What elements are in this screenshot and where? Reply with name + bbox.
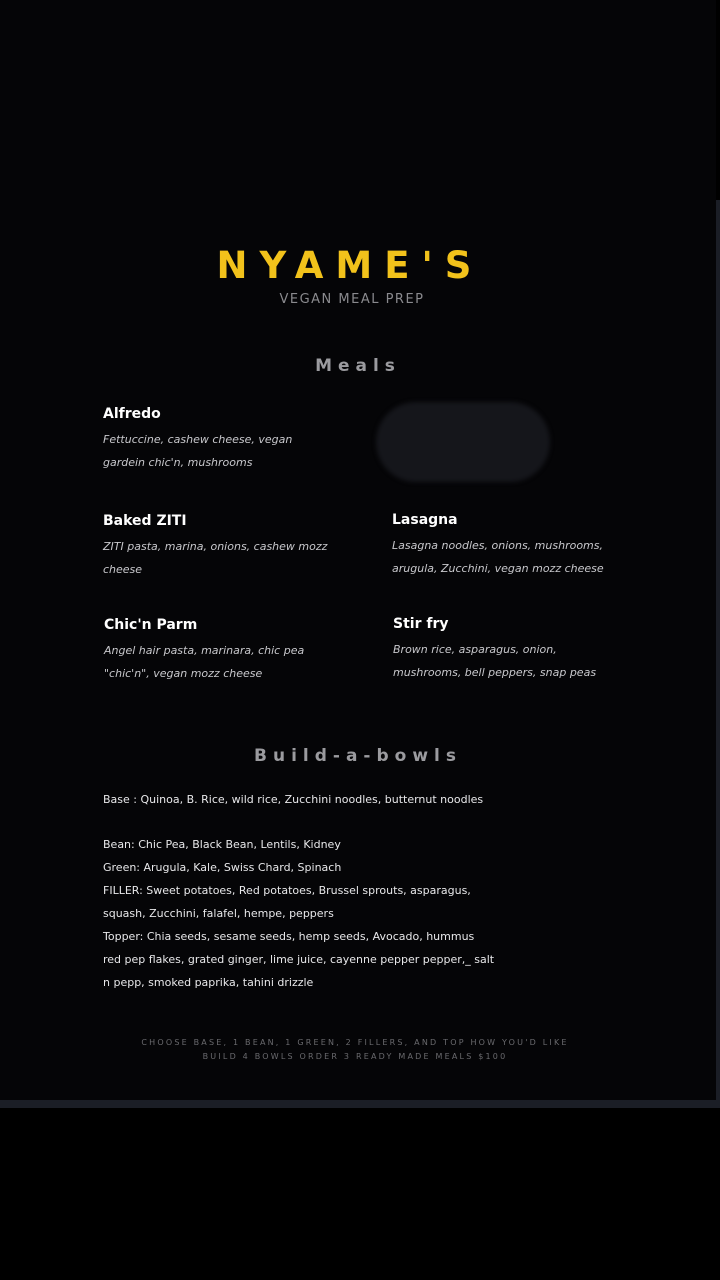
meal-description-line: gardein chic'n, mushrooms	[103, 456, 253, 469]
meal-item-stir-fry	[393, 616, 643, 684]
meal-name: Baked ZITI	[103, 513, 187, 529]
footer-pricing: BUILD 4 BOWLS ORDER 3 READY MADE MEALS $100	[202, 1052, 508, 1061]
brand-subtitle: VEGAN MEAL PREP	[279, 292, 425, 307]
brand-title: NYAME'S	[216, 244, 484, 287]
meal-item-baked-ziti	[103, 513, 353, 581]
bowl-bean-line: Bean: Chic Pea, Black Bean, Lentils, Kidney	[103, 838, 341, 851]
bowl-filler-line-cont: squash, Zucchini, falafel, hempe, peppers	[103, 907, 334, 920]
meal-description	[392, 534, 642, 580]
meal-name: Lasagna	[392, 512, 458, 528]
meal-description-line: Angel hair pasta, marinara, chic pea	[104, 644, 305, 657]
meal-description-line: cheese	[103, 563, 143, 576]
redacted-area	[376, 402, 550, 482]
meal-name: Chic'n Parm	[104, 617, 198, 633]
bowl-topper-line-cont: red pep flakes, grated ginger, lime juice, cayenne pepper pepper,_ salt	[103, 953, 495, 966]
meal-description-line: Brown rice, asparagus, onion,	[393, 643, 557, 656]
meal-description	[103, 535, 353, 581]
meal-description-line: ZITI pasta, marina, onions, cashew mozz	[103, 540, 328, 553]
meals-section-title: Meals	[315, 356, 401, 376]
bowl-topper-line-cont: n pepp, smoked paprika, tahini drizzle	[103, 976, 314, 989]
meal-description-line: Lasagna noodles, onions, mushrooms,	[392, 539, 603, 552]
meal-item-alfredo	[103, 406, 353, 474]
bowl-green-line: Green: Arugula, Kale, Swiss Chard, Spinach	[103, 861, 342, 874]
meal-description-line: mushrooms, bell peppers, snap peas	[393, 666, 597, 679]
meal-description-line: Fettuccine, cashew cheese, vegan	[103, 433, 293, 446]
meal-description	[104, 639, 354, 685]
meal-description-line: "chic'n", vegan mozz cheese	[104, 667, 263, 680]
bowl-base-line: Base : Quinoa, B. Rice, wild rice, Zucchini noodles, butternut noodles	[103, 793, 484, 806]
meal-item-chicn-parm	[104, 617, 354, 685]
meal-name: Stir fry	[393, 616, 449, 632]
bowl-topper-line: Topper: Chia seeds, sesame seeds, hemp seeds, Avocado, hummus	[103, 930, 475, 943]
bowls-section-title: Build-a-bowls	[254, 746, 462, 766]
bowl-filler-line: FILLER: Sweet potatoes, Red potatoes, Brussel sprouts, asparagus,	[103, 884, 471, 897]
meal-description-line: arugula, Zucchini, vegan mozz cheese	[392, 562, 604, 575]
meal-description	[103, 428, 353, 474]
footer-instructions: CHOOSE BASE, 1 BEAN, 1 GREEN, 2 FILLERS, AND TOP HOW YOU'D LIKE	[141, 1038, 569, 1047]
card-edge	[716, 200, 720, 1100]
meal-name: Alfredo	[103, 406, 161, 422]
meal-item-lasagna	[392, 512, 642, 580]
meal-description	[393, 638, 643, 684]
bottom-band	[0, 1100, 720, 1108]
